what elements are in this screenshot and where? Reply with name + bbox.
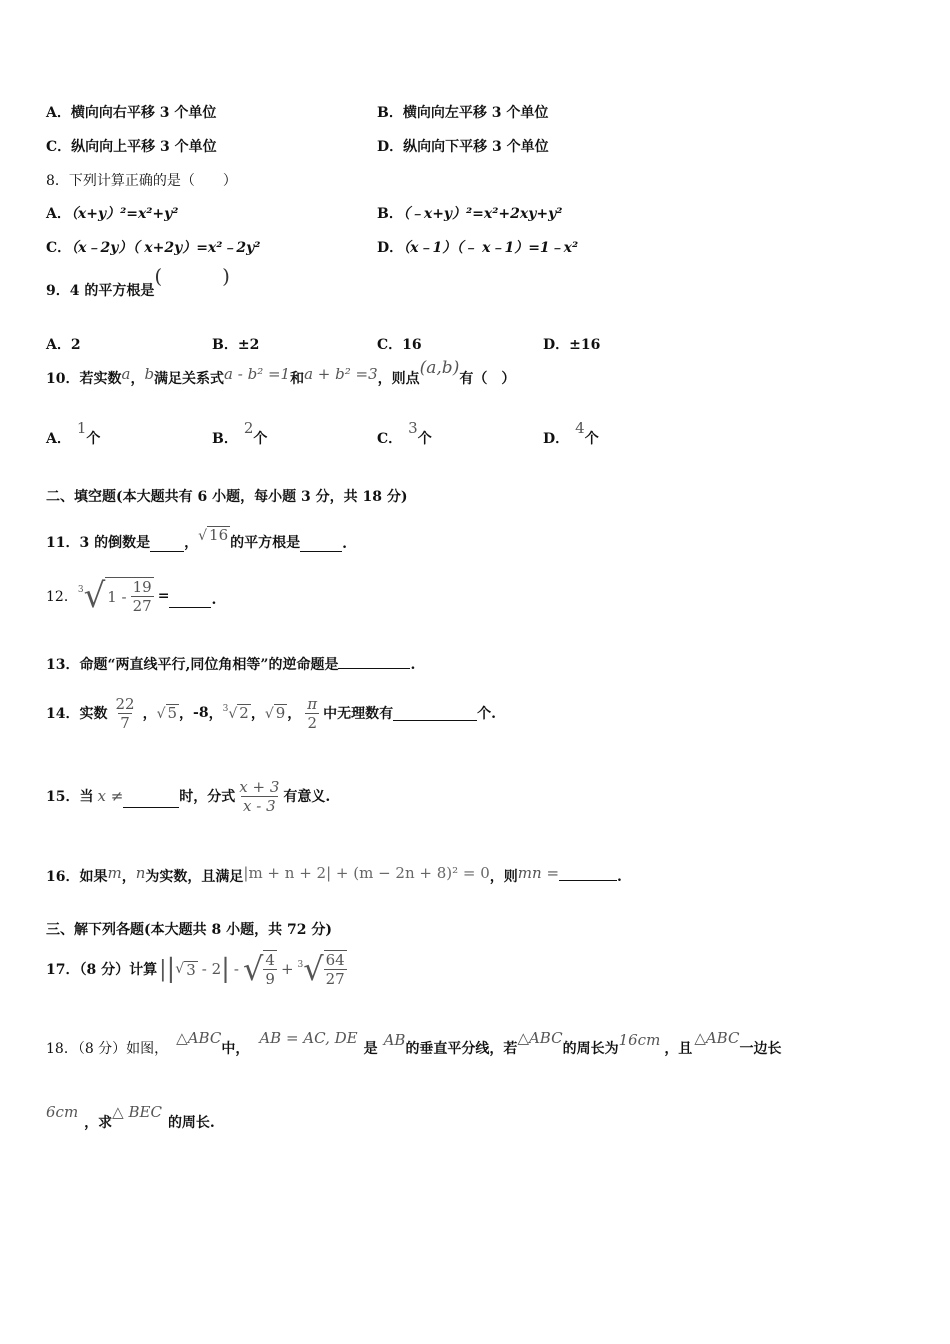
q15-num: 15．当: [46, 789, 94, 805]
q10-d-label: D．: [543, 431, 570, 447]
q15-cond: x ≠: [97, 787, 124, 805]
q17: 17．（8 分）计算 | | √ 3 - 2 | - √ $\frac{4}{9}$ + 3 √ $\frac{64}{27}$: [46, 950, 345, 988]
q16-blank[interactable]: [559, 866, 617, 881]
q18-shi: 是: [363, 1041, 378, 1057]
q14-sep-2: ，: [179, 706, 194, 722]
q14-cbrt2-val: 2: [239, 704, 249, 722]
q8-c-label: C．: [46, 240, 72, 256]
q8-d-label: D．: [377, 240, 404, 256]
q17-minus: -: [233, 960, 239, 978]
q10-a-label: A．: [46, 431, 71, 447]
q14-num: 14．实数: [46, 706, 108, 722]
q12-fraction: [131, 578, 154, 615]
q11-sqrt-value: 16: [209, 526, 229, 544]
q18-perim: 的周长为: [562, 1041, 619, 1057]
q10-a-val: 1: [76, 419, 87, 437]
q17-plus: +: [280, 960, 294, 978]
q18-ab: AB: [383, 1031, 406, 1049]
q15-tail: 有意义.: [283, 789, 331, 805]
q14-frac-22-7: [113, 695, 136, 732]
q8-a-label: A．: [46, 206, 71, 222]
q14-neg8: -8: [193, 705, 209, 721]
q10-var-a: a: [121, 365, 131, 383]
q10-b-label: B．: [212, 431, 238, 447]
q11-num: 11．3 的倒数是: [46, 535, 151, 551]
q9-stem: [46, 264, 230, 301]
q17-frac-4-9: [263, 950, 277, 988]
q10-option-d: [543, 419, 599, 448]
q11-sqrt16: √ 16: [198, 526, 229, 544]
q18-zhong: 中，: [221, 1041, 250, 1057]
q14-f1-num: 22: [115, 694, 135, 713]
q8-b-expr: （﹣x+y）²=x²+2xy+y²: [402, 206, 563, 222]
q14-sep-5: ，: [287, 706, 302, 722]
q10-mid: 满足关系式: [154, 371, 225, 387]
q10-c-label: C．: [377, 431, 403, 447]
q10-b-val: 2: [243, 419, 254, 437]
q16-equation: |m + n + 2| + (m − 2n + 8)² = 0: [243, 864, 490, 882]
q14-sep-1: ，: [142, 706, 157, 722]
q15: [46, 772, 330, 820]
q12-blank[interactable]: [169, 593, 211, 608]
q17-minus2: - 2: [201, 960, 222, 978]
q8-b-label: B．: [377, 206, 403, 222]
q14-unit: 个.: [477, 706, 497, 722]
q16: [46, 866, 622, 886]
q9-option-d: D．±16: [543, 337, 601, 353]
q18-mid: 的垂直平分线，若: [405, 1041, 518, 1057]
q11-end: .: [342, 536, 347, 552]
q18-tri3: △ABC: [694, 1029, 740, 1047]
q10-and: 和: [290, 371, 305, 387]
q18-tri4: △ BEC: [112, 1103, 162, 1121]
q13-text: 13．命题“两直线平行,同位角相等”的逆命题是: [46, 657, 339, 673]
q8-stem-text: 8．下列计算正确的是（ ）: [46, 173, 237, 189]
q11: 11．3 的倒数是 ， √ 16 的平方根是 .: [46, 526, 347, 552]
q9-option-a: A．2: [46, 337, 81, 353]
q12-end: .: [211, 592, 217, 608]
q7-option-a: A．横向向右平移 3 个单位: [46, 105, 217, 121]
q18-tri1: △ABC: [176, 1029, 222, 1047]
q14-sqrt5-val: 5: [167, 704, 178, 722]
q14-sep-4: ，: [250, 706, 265, 722]
q9-answer-paren: ( ): [154, 264, 230, 288]
q10-option-a: [46, 419, 101, 448]
q16-comma: ，: [121, 869, 136, 885]
q12-equals: =: [157, 588, 170, 604]
section-3-heading: 三、解下列各题(本大题共 8 小题，共 72 分): [46, 922, 332, 938]
q16-mid: 为实数，且满足: [145, 869, 244, 885]
q12-radicand: [105, 577, 153, 615]
q18-qie: ，且: [664, 1041, 693, 1057]
q8-option-a: [46, 203, 178, 223]
q8-a-expr: （x+y）²=x²+y²: [70, 206, 179, 222]
q18-line-2: [46, 1103, 215, 1132]
q17-num: 17．（8 分）计算: [46, 962, 158, 978]
q18-num: 18．（8 分）如图，: [46, 1041, 169, 1057]
q10-var-b: b: [144, 365, 155, 383]
q12-frac-den: 27: [132, 597, 152, 615]
q8-option-c: [46, 237, 260, 257]
q10-c-unit: 个: [417, 431, 432, 447]
q9-option-b: B．±2: [212, 337, 260, 353]
q11-blank-2[interactable]: [300, 537, 342, 552]
q10-eq1: a - b² =1: [224, 365, 291, 383]
q14-f2-den: 2: [307, 713, 317, 732]
q15-mid: 时，分式: [179, 789, 236, 805]
q12-root-index: 3: [77, 585, 84, 595]
q17-sqrt3: 3: [186, 960, 196, 979]
q15-frac-num: x + 3: [239, 777, 280, 796]
q14-blank[interactable]: [393, 706, 477, 721]
q17-cbrt-index: 3: [297, 960, 304, 970]
q8-option-d: [377, 237, 578, 257]
q10-then: ，则点: [377, 371, 420, 387]
q10-num: 10．若实数: [46, 371, 122, 387]
q15-fraction: [237, 778, 281, 815]
q17-frac-64-27: [324, 950, 347, 988]
q10-a-unit: 个: [86, 431, 101, 447]
q12-num: 12．: [46, 589, 78, 605]
q17-f2-num: 64: [325, 951, 345, 969]
q8-c-expr: （x﹣2y）（ x+2y）=x²﹣2y²: [71, 240, 261, 256]
q14-sqrt9-val: 9: [275, 704, 286, 722]
q10-tail: 有（ ）: [459, 371, 516, 387]
q18-qiu: ，求: [84, 1115, 113, 1131]
q8-stem: [46, 170, 237, 190]
q10-d-unit: 个: [584, 431, 599, 447]
q14: [46, 688, 496, 738]
q16-var-n: n: [135, 864, 146, 882]
q13-blank[interactable]: [338, 654, 410, 669]
q18-6cm: 6cm: [46, 1103, 79, 1121]
q10-option-c: [377, 419, 432, 448]
q15-blank[interactable]: [123, 793, 179, 808]
q13: [46, 654, 415, 674]
q10-c-val: 3: [408, 419, 418, 437]
q14-f2-num: π: [307, 694, 318, 713]
q16-end: .: [617, 869, 622, 885]
q7-option-d: D．纵向向下平移 3 个单位: [377, 139, 549, 155]
q10-stem: [46, 358, 516, 388]
q14-tail: 中无理数有: [323, 706, 394, 722]
q10-d-val: 4: [575, 419, 585, 437]
q10-eq2: a + b² =3: [304, 365, 378, 383]
q14-cbrt2: $^3$√ 2: [222, 704, 249, 722]
q14-sqrt9: √ 9: [264, 704, 286, 722]
q10-comma: ，: [130, 371, 145, 387]
q12-one: 1 -: [107, 587, 127, 606]
q11-tail: 的平方根是: [230, 535, 301, 551]
q14-frac-pi-2: [305, 695, 319, 732]
q16-then: ，则: [489, 869, 518, 885]
q14-f1-den: 7: [120, 713, 130, 732]
q18-side: 一边长: [739, 1041, 782, 1057]
q17-f2-den: 27: [325, 970, 345, 988]
q14-cbrt-index: 3: [222, 704, 229, 714]
q8-option-b: [377, 203, 562, 223]
q17-f1-num: 4: [265, 951, 275, 969]
q10-point: (a,b): [419, 358, 460, 378]
q10-option-b: [212, 419, 268, 448]
q16-num: 16．如果: [46, 869, 108, 885]
q14-sep-3: ，: [208, 706, 223, 722]
q7-option-b: B．横向向左平移 3 个单位: [377, 105, 549, 121]
q18-tri2: △ABC: [517, 1029, 563, 1047]
q7-option-c: C．纵向向上平移 3 个单位: [46, 139, 217, 155]
q16-var-m: m: [107, 864, 122, 882]
q14-sqrt5: √ 5: [156, 704, 178, 722]
q17-f1-den: 9: [265, 970, 275, 988]
q12: 12． 3 √ 1 - $\frac{19}{27}$ = .: [46, 576, 217, 616]
q8-d-expr: （x﹣1）（﹣ x﹣1）=1﹣x²: [403, 240, 579, 256]
section-2-heading: 二、填空题(本大题共有 6 小题，每小题 3 分，共 18 分): [46, 489, 408, 505]
q12-frac-num: 19: [132, 578, 152, 596]
q16-mn: mn =: [517, 864, 560, 882]
q9-stem-text: 9．4 的平方根是: [46, 283, 155, 299]
q18-16cm: 16cm: [618, 1031, 661, 1049]
q18-line-1: [46, 1029, 782, 1058]
q13-end: .: [410, 657, 416, 673]
q15-frac-den: x - 3: [243, 796, 276, 815]
q10-b-unit: 个: [253, 431, 268, 447]
q18-end: 的周长.: [167, 1115, 215, 1131]
q9-option-c: C．16: [377, 337, 422, 353]
q11-blank-1[interactable]: [150, 537, 184, 552]
q18-cond: AB = AC, DE: [259, 1029, 358, 1047]
